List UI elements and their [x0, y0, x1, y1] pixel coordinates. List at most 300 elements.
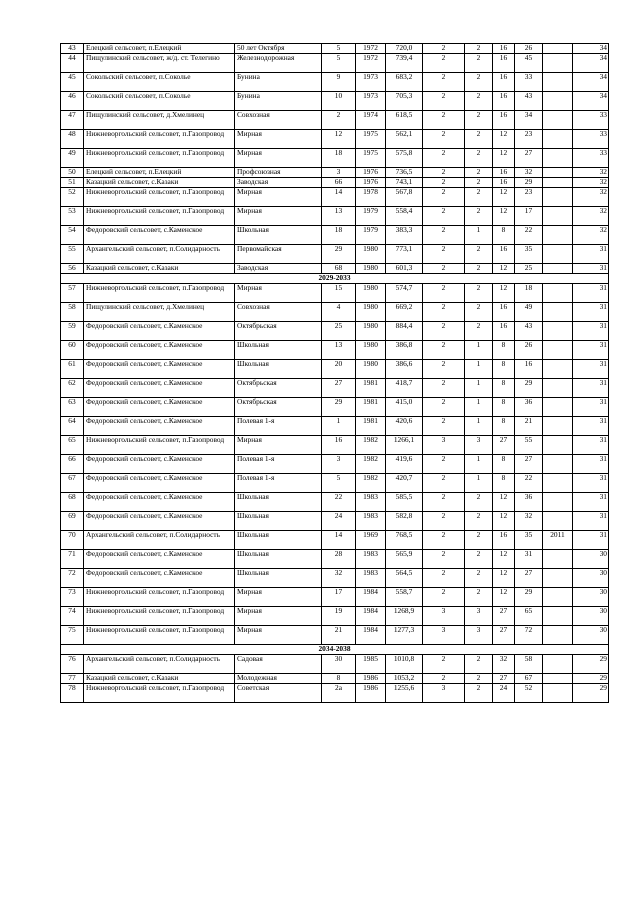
apartments-cell: 12 — [493, 264, 515, 274]
street-cell: Октябрьская — [235, 322, 322, 341]
year-cell: 1981 — [356, 417, 386, 436]
residents-cell: 27 — [515, 569, 543, 588]
settlement-cell: Казацкий сельсовет, с.Казаки — [84, 178, 235, 188]
apartments-cell: 16 — [493, 111, 515, 130]
house-number-cell: 29 — [322, 398, 356, 417]
row-number-cell: 67 — [61, 474, 84, 493]
entrances-cell: 2 — [465, 149, 493, 168]
year-cell: 1983 — [356, 493, 386, 512]
year-cell: 1969 — [356, 531, 386, 550]
floors-cell: 2 — [423, 54, 465, 73]
residents-cell: 32 — [515, 512, 543, 531]
planned-year-cell: 32 — [573, 188, 609, 207]
year-cell: 1982 — [356, 455, 386, 474]
planned-year-cell: 34 — [573, 54, 609, 73]
repair-year-cell — [543, 674, 573, 684]
row-number-cell: 60 — [61, 341, 84, 360]
area-cell: 565,9 — [386, 550, 423, 569]
house-number-cell: 4 — [322, 303, 356, 322]
year-cell: 1979 — [356, 207, 386, 226]
planned-year-cell: 31 — [573, 398, 609, 417]
table-row — [61, 341, 609, 360]
street-cell: Мирная — [235, 588, 322, 607]
row-number-cell: 64 — [61, 417, 84, 436]
planned-year-cell: 31 — [573, 284, 609, 303]
residents-cell: 55 — [515, 436, 543, 455]
house-number-cell: 9 — [322, 73, 356, 92]
floors-cell: 2 — [423, 245, 465, 264]
year-cell: 1973 — [356, 73, 386, 92]
planned-year-cell: 31 — [573, 455, 609, 474]
repair-year-cell — [543, 341, 573, 360]
area-cell: 386,6 — [386, 360, 423, 379]
street-cell: Бунина — [235, 73, 322, 92]
table-row — [61, 303, 609, 322]
entrances-cell: 1 — [465, 455, 493, 474]
year-cell: 1972 — [356, 54, 386, 73]
residents-cell: 29 — [515, 588, 543, 607]
settlement-cell: Нижневоргольский сельсовет, п.Газопровод — [84, 188, 235, 207]
street-cell: Школьная — [235, 341, 322, 360]
planned-year-cell: 31 — [573, 303, 609, 322]
apartments-cell: 16 — [493, 168, 515, 178]
entrances-cell: 1 — [465, 398, 493, 417]
area-cell: 1277,3 — [386, 626, 423, 645]
row-number-cell: 62 — [61, 379, 84, 398]
house-number-cell: 18 — [322, 226, 356, 245]
floors-cell: 2 — [423, 284, 465, 303]
table-row — [61, 264, 609, 274]
house-number-cell: 5 — [322, 54, 356, 73]
table-row — [61, 493, 609, 512]
settlement-cell: Федоровский сельсовет, с.Каменское — [84, 493, 235, 512]
year-cell: 1980 — [356, 360, 386, 379]
table-row — [61, 245, 609, 264]
planned-year-cell: 33 — [573, 130, 609, 149]
house-number-cell: 5 — [322, 474, 356, 493]
residents-cell: 21 — [515, 417, 543, 436]
table-row — [61, 73, 609, 92]
street-cell: Полевая 1-я — [235, 455, 322, 474]
residents-cell: 25 — [515, 264, 543, 274]
year-cell: 1982 — [356, 436, 386, 455]
row-number-cell: 78 — [61, 684, 84, 703]
row-number-cell: 45 — [61, 73, 84, 92]
entrances-cell: 3 — [465, 626, 493, 645]
residents-cell: 33 — [515, 73, 543, 92]
house-number-cell: 32 — [322, 569, 356, 588]
year-cell: 1976 — [356, 178, 386, 188]
area-cell: 415,0 — [386, 398, 423, 417]
planned-year-cell: 30 — [573, 550, 609, 569]
residents-cell: 29 — [515, 379, 543, 398]
planned-year-cell: 31 — [573, 341, 609, 360]
area-cell: 562,1 — [386, 130, 423, 149]
repair-year-cell — [543, 512, 573, 531]
repair-year-cell — [543, 655, 573, 674]
repair-year-cell — [543, 149, 573, 168]
area-cell: 683,2 — [386, 73, 423, 92]
street-cell: 50 лет Октября — [235, 44, 322, 54]
planned-year-cell: 30 — [573, 626, 609, 645]
repair-year-cell — [543, 455, 573, 474]
apartments-cell: 27 — [493, 626, 515, 645]
row-number-cell: 50 — [61, 168, 84, 178]
planned-year-cell: 31 — [573, 322, 609, 341]
area-cell: 884,4 — [386, 322, 423, 341]
apartments-cell: 16 — [493, 531, 515, 550]
planned-year-cell: 33 — [573, 111, 609, 130]
settlement-cell: Нижневоргольский сельсовет, п.Газопровод — [84, 130, 235, 149]
table-row — [61, 417, 609, 436]
repair-year-cell — [543, 417, 573, 436]
floors-cell: 2 — [423, 655, 465, 674]
apartments-cell: 24 — [493, 684, 515, 703]
apartments-cell: 12 — [493, 207, 515, 226]
settlement-cell: Нижневоргольский сельсовет, п.Газопровод — [84, 607, 235, 626]
entrances-cell: 2 — [465, 73, 493, 92]
house-number-cell: 28 — [322, 550, 356, 569]
settlement-cell: Нижневоргольский сельсовет, п.Газопровод — [84, 588, 235, 607]
entrances-cell: 2 — [465, 655, 493, 674]
area-cell: 705,3 — [386, 92, 423, 111]
planned-year-cell: 30 — [573, 569, 609, 588]
entrances-cell: 3 — [465, 607, 493, 626]
settlement-cell: Архангельский сельсовет, п.Солидарность — [84, 531, 235, 550]
repair-year-cell — [543, 360, 573, 379]
area-cell: 386,8 — [386, 341, 423, 360]
residents-cell: 65 — [515, 607, 543, 626]
floors-cell: 2 — [423, 512, 465, 531]
year-cell: 1980 — [356, 341, 386, 360]
table-row — [61, 474, 609, 493]
row-number-cell: 43 — [61, 44, 84, 54]
table-row — [61, 54, 609, 73]
area-cell: 585,5 — [386, 493, 423, 512]
entrances-cell: 2 — [465, 188, 493, 207]
year-cell: 1976 — [356, 168, 386, 178]
area-cell: 1010,8 — [386, 655, 423, 674]
residents-cell: 27 — [515, 455, 543, 474]
settlement-cell: Федоровский сельсовет, с.Каменское — [84, 322, 235, 341]
settlement-cell: Елецкий сельсовет, п.Елецкий — [84, 168, 235, 178]
row-number-cell: 61 — [61, 360, 84, 379]
area-cell: 739,4 — [386, 54, 423, 73]
area-cell: 564,5 — [386, 569, 423, 588]
settlement-cell: Федоровский сельсовет, с.Каменское — [84, 512, 235, 531]
planned-year-cell: 31 — [573, 417, 609, 436]
table-row — [61, 531, 609, 550]
residents-cell: 31 — [515, 550, 543, 569]
residents-cell: 36 — [515, 398, 543, 417]
entrances-cell: 1 — [465, 360, 493, 379]
apartments-cell: 8 — [493, 398, 515, 417]
settlement-cell: Пищулинский сельсовет, д.Хмелинец — [84, 303, 235, 322]
row-number-cell: 51 — [61, 178, 84, 188]
area-cell: 669,2 — [386, 303, 423, 322]
settlement-cell: Федоровский сельсовет, с.Каменское — [84, 341, 235, 360]
settlement-cell: Казацкий сельсовет, с.Казаки — [84, 674, 235, 684]
apartments-cell: 16 — [493, 44, 515, 54]
floors-cell: 2 — [423, 168, 465, 178]
house-number-cell: 24 — [322, 512, 356, 531]
entrances-cell: 2 — [465, 44, 493, 54]
apartments-cell: 27 — [493, 436, 515, 455]
street-cell: Школьная — [235, 569, 322, 588]
street-cell: Школьная — [235, 226, 322, 245]
house-number-cell: 13 — [322, 207, 356, 226]
street-cell: Полевая 1-я — [235, 474, 322, 493]
table-row — [61, 588, 609, 607]
residents-cell: 45 — [515, 54, 543, 73]
entrances-cell: 2 — [465, 284, 493, 303]
floors-cell: 2 — [423, 531, 465, 550]
apartments-cell: 8 — [493, 226, 515, 245]
year-cell: 1979 — [356, 226, 386, 245]
planned-year-cell: 32 — [573, 168, 609, 178]
area-cell: 383,3 — [386, 226, 423, 245]
row-number-cell: 47 — [61, 111, 84, 130]
settlement-cell: Нижневоргольский сельсовет, п.Газопровод — [84, 684, 235, 703]
settlement-cell: Федоровский сельсовет, с.Каменское — [84, 379, 235, 398]
settlement-cell: Федоровский сельсовет, с.Каменское — [84, 569, 235, 588]
planned-year-cell: 34 — [573, 92, 609, 111]
repair-year-cell — [543, 322, 573, 341]
year-cell: 1980 — [356, 303, 386, 322]
settlement-cell: Нижневоргольский сельсовет, п.Газопровод — [84, 284, 235, 303]
entrances-cell: 2 — [465, 512, 493, 531]
apartments-cell: 12 — [493, 284, 515, 303]
year-cell: 1982 — [356, 474, 386, 493]
house-number-cell: 30 — [322, 655, 356, 674]
repair-year-cell — [543, 284, 573, 303]
repair-year-cell — [543, 44, 573, 54]
entrances-cell: 2 — [465, 674, 493, 684]
apartments-cell: 8 — [493, 455, 515, 474]
residents-cell: 16 — [515, 360, 543, 379]
area-cell: 618,5 — [386, 111, 423, 130]
table-row — [61, 655, 609, 674]
area-cell: 743,1 — [386, 178, 423, 188]
table-row — [61, 178, 609, 188]
area-cell: 567,8 — [386, 188, 423, 207]
floors-cell: 2 — [423, 73, 465, 92]
area-cell: 1053,2 — [386, 674, 423, 684]
table-row — [61, 398, 609, 417]
settlement-cell: Федоровский сельсовет, с.Каменское — [84, 360, 235, 379]
row-number-cell: 72 — [61, 569, 84, 588]
residents-cell: 34 — [515, 111, 543, 130]
table-row — [61, 379, 609, 398]
apartments-cell: 8 — [493, 379, 515, 398]
table-row — [61, 674, 609, 684]
year-cell: 1980 — [356, 245, 386, 264]
residents-cell: 52 — [515, 684, 543, 703]
residents-cell: 58 — [515, 655, 543, 674]
row-number-cell: 49 — [61, 149, 84, 168]
settlement-cell: Федоровский сельсовет, с.Каменское — [84, 226, 235, 245]
floors-cell: 2 — [423, 455, 465, 474]
planned-year-cell: 33 — [573, 149, 609, 168]
apartments-cell: 16 — [493, 245, 515, 264]
planned-year-cell: 34 — [573, 44, 609, 54]
row-number-cell: 46 — [61, 92, 84, 111]
street-cell: Совхозная — [235, 111, 322, 130]
table-row — [61, 188, 609, 207]
repair-year-cell — [543, 73, 573, 92]
street-cell: Школьная — [235, 493, 322, 512]
planned-year-cell: 31 — [573, 531, 609, 550]
entrances-cell: 1 — [465, 226, 493, 245]
floors-cell: 2 — [423, 111, 465, 130]
planned-year-cell: 30 — [573, 588, 609, 607]
planned-year-cell: 34 — [573, 73, 609, 92]
table-row — [61, 322, 609, 341]
house-number-cell: 17 — [322, 588, 356, 607]
settlement-cell: Пищулинский сельсовет, д.Хмелинец — [84, 111, 235, 130]
period-heading: 2029-2033 — [61, 274, 609, 284]
table-row — [61, 569, 609, 588]
house-number-cell: 18 — [322, 149, 356, 168]
floors-cell: 2 — [423, 493, 465, 512]
planned-year-cell: 31 — [573, 474, 609, 493]
settlement-cell: Елецкий сельсовет, п.Елецкий — [84, 44, 235, 54]
street-cell: Заводская — [235, 178, 322, 188]
area-cell: 420,6 — [386, 417, 423, 436]
table-row — [61, 130, 609, 149]
planned-year-cell: 29 — [573, 655, 609, 674]
residents-cell: 32 — [515, 168, 543, 178]
year-cell: 1986 — [356, 674, 386, 684]
residents-cell: 67 — [515, 674, 543, 684]
row-number-cell: 66 — [61, 455, 84, 474]
year-cell: 1985 — [356, 655, 386, 674]
repair-year-cell — [543, 303, 573, 322]
floors-cell: 2 — [423, 44, 465, 54]
house-number-cell: 22 — [322, 493, 356, 512]
repair-year-cell — [543, 379, 573, 398]
floors-cell: 2 — [423, 379, 465, 398]
repair-year-cell — [543, 436, 573, 455]
apartments-cell: 16 — [493, 322, 515, 341]
house-number-cell: 1 — [322, 417, 356, 436]
floors-cell: 2 — [423, 188, 465, 207]
floors-cell: 2 — [423, 474, 465, 493]
apartments-cell: 8 — [493, 417, 515, 436]
planned-year-cell: 30 — [573, 607, 609, 626]
street-cell: Первомайская — [235, 245, 322, 264]
row-number-cell: 53 — [61, 207, 84, 226]
street-cell: Октябрьская — [235, 379, 322, 398]
area-cell: 575,8 — [386, 149, 423, 168]
row-number-cell: 55 — [61, 245, 84, 264]
settlement-cell: Архангельский сельсовет, п.Солидарность — [84, 655, 235, 674]
repair-year-cell — [543, 474, 573, 493]
house-number-cell: 12 — [322, 130, 356, 149]
area-cell: 768,5 — [386, 531, 423, 550]
housing-table — [60, 43, 609, 703]
area-cell: 736,5 — [386, 168, 423, 178]
planned-year-cell: 31 — [573, 264, 609, 274]
planned-year-cell: 31 — [573, 379, 609, 398]
residents-cell: 22 — [515, 474, 543, 493]
street-cell: Профсоюзная — [235, 168, 322, 178]
year-cell: 1978 — [356, 188, 386, 207]
year-cell: 1983 — [356, 550, 386, 569]
table-row — [61, 360, 609, 379]
street-cell: Мирная — [235, 607, 322, 626]
repair-year-cell — [543, 111, 573, 130]
row-number-cell: 59 — [61, 322, 84, 341]
floors-cell: 2 — [423, 303, 465, 322]
residents-cell: 17 — [515, 207, 543, 226]
repair-year-cell — [543, 493, 573, 512]
house-number-cell: 25 — [322, 322, 356, 341]
row-number-cell: 70 — [61, 531, 84, 550]
year-cell: 1975 — [356, 130, 386, 149]
area-cell: 558,7 — [386, 588, 423, 607]
settlement-cell: Федоровский сельсовет, с.Каменское — [84, 398, 235, 417]
entrances-cell: 1 — [465, 474, 493, 493]
floors-cell: 3 — [423, 436, 465, 455]
settlement-cell: Нижневоргольский сельсовет, п.Газопровод — [84, 207, 235, 226]
residents-cell: 72 — [515, 626, 543, 645]
house-number-cell: 68 — [322, 264, 356, 274]
entrances-cell: 2 — [465, 493, 493, 512]
apartments-cell: 12 — [493, 550, 515, 569]
repair-year-cell — [543, 188, 573, 207]
floors-cell: 2 — [423, 417, 465, 436]
table-row — [61, 149, 609, 168]
house-number-cell: 27 — [322, 379, 356, 398]
residents-cell: 35 — [515, 245, 543, 264]
street-cell: Мирная — [235, 284, 322, 303]
street-cell: Мирная — [235, 626, 322, 645]
period-heading: 2034-2038 — [61, 645, 609, 655]
repair-year-cell — [543, 684, 573, 703]
floors-cell: 2 — [423, 398, 465, 417]
row-number-cell: 77 — [61, 674, 84, 684]
year-cell: 1984 — [356, 607, 386, 626]
entrances-cell: 2 — [465, 130, 493, 149]
house-number-cell: 14 — [322, 188, 356, 207]
table-row — [61, 226, 609, 245]
entrances-cell: 2 — [465, 550, 493, 569]
area-cell: 1268,9 — [386, 607, 423, 626]
house-number-cell: 15 — [322, 284, 356, 303]
area-cell: 773,1 — [386, 245, 423, 264]
house-number-cell: 29 — [322, 245, 356, 264]
street-cell: Советская — [235, 684, 322, 703]
year-cell: 1975 — [356, 149, 386, 168]
year-cell: 1972 — [356, 44, 386, 54]
house-number-cell: 10 — [322, 92, 356, 111]
residents-cell: 27 — [515, 149, 543, 168]
floors-cell: 2 — [423, 322, 465, 341]
area-cell: 582,8 — [386, 512, 423, 531]
year-cell: 1983 — [356, 512, 386, 531]
year-cell: 1973 — [356, 92, 386, 111]
entrances-cell: 2 — [465, 588, 493, 607]
row-number-cell: 76 — [61, 655, 84, 674]
residents-cell: 35 — [515, 531, 543, 550]
entrances-cell: 2 — [465, 264, 493, 274]
floors-cell: 3 — [423, 684, 465, 703]
apartments-cell: 12 — [493, 588, 515, 607]
document-page — [60, 43, 608, 703]
planned-year-cell: 31 — [573, 360, 609, 379]
residents-cell: 18 — [515, 284, 543, 303]
